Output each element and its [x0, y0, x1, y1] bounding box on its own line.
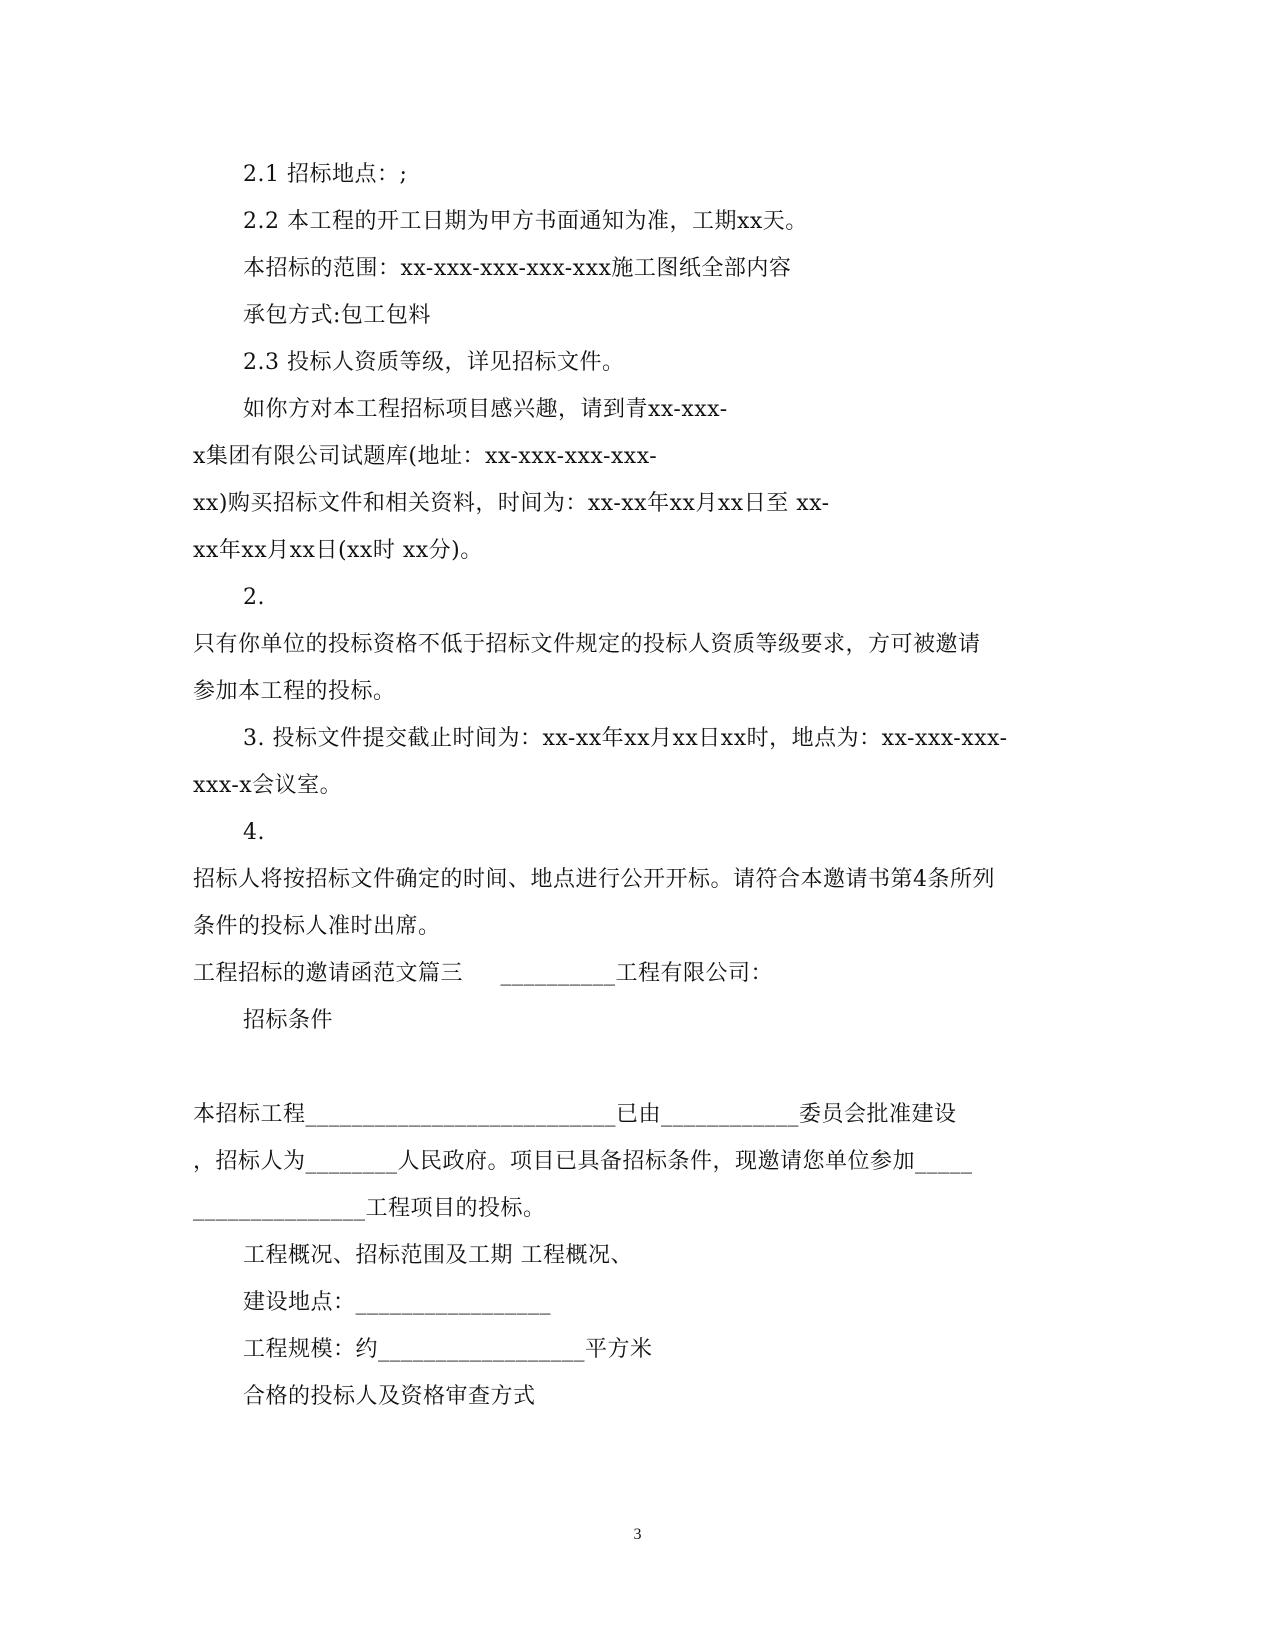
- text-line: 只有你单位的投标资格不低于招标文件规定的投标人资质等级要求，方可被邀请: [193, 632, 981, 657]
- text-line: 3. 投标文件提交截止时间为：xx-xx年xx月xx日xx时，地点为：xx-xxx-xxx-: [243, 726, 1008, 751]
- text-line: _______________工程项目的投标。: [193, 1196, 546, 1221]
- text-line: x集团有限公司试题库(地址：xx-xxx-xxx-xxx-: [193, 444, 658, 469]
- text-line: 工程规模：约__________________平方米: [243, 1337, 653, 1362]
- text-line: 本招标的范围：xx-xxx-xxx-xxx-xxx施工图纸全部内容: [243, 256, 792, 281]
- text-line: 2.: [243, 585, 265, 610]
- text-line: xx年xx月xx日(xx时 xx分)。: [193, 538, 483, 563]
- section-heading: 工程招标的邀请函范文篇三 __________工程有限公司：: [193, 961, 773, 986]
- page-number: 3: [633, 1526, 642, 1543]
- text-line: 建设地点：_________________: [243, 1290, 552, 1315]
- subheading: 招标条件: [243, 1008, 334, 1033]
- text-line: 2.3 投标人资质等级，详见招标文件。: [243, 350, 625, 375]
- text-line: 2.2 本工程的开工日期为甲方书面通知为准，工期xx天。: [243, 209, 808, 234]
- text-line: xx)购买招标文件和相关资料，时间为：xx-xx年xx月xx日至 xx-: [193, 491, 830, 516]
- text-line: 承包方式:包工包料: [243, 303, 431, 328]
- text-line: 2.1 招标地点：;: [243, 162, 408, 187]
- text-line: 合格的投标人及资格审查方式: [243, 1384, 536, 1409]
- text-line: 条件的投标人准时出席。: [193, 914, 441, 939]
- text-line: 本招标工程___________________________已由____________委员会批准建设: [193, 1102, 957, 1127]
- text-line: 工程概况、招标范围及工期 工程概况、: [243, 1243, 633, 1268]
- text-line: 参加本工程的投标。: [193, 679, 396, 704]
- text-line: 如你方对本工程招标项目感兴趣，请到青xx-xxx-: [243, 397, 728, 422]
- text-line: 招标人将按招标文件确定的时间、地点进行公开开标。请符合本邀请书第4条所列: [193, 867, 995, 892]
- text-line: xxx-x会议室。: [193, 773, 343, 798]
- text-line: ，招标人为________人民政府。项目已具备招标条件，现邀请您单位参加_____: [193, 1149, 973, 1174]
- text-line: 4.: [243, 820, 265, 845]
